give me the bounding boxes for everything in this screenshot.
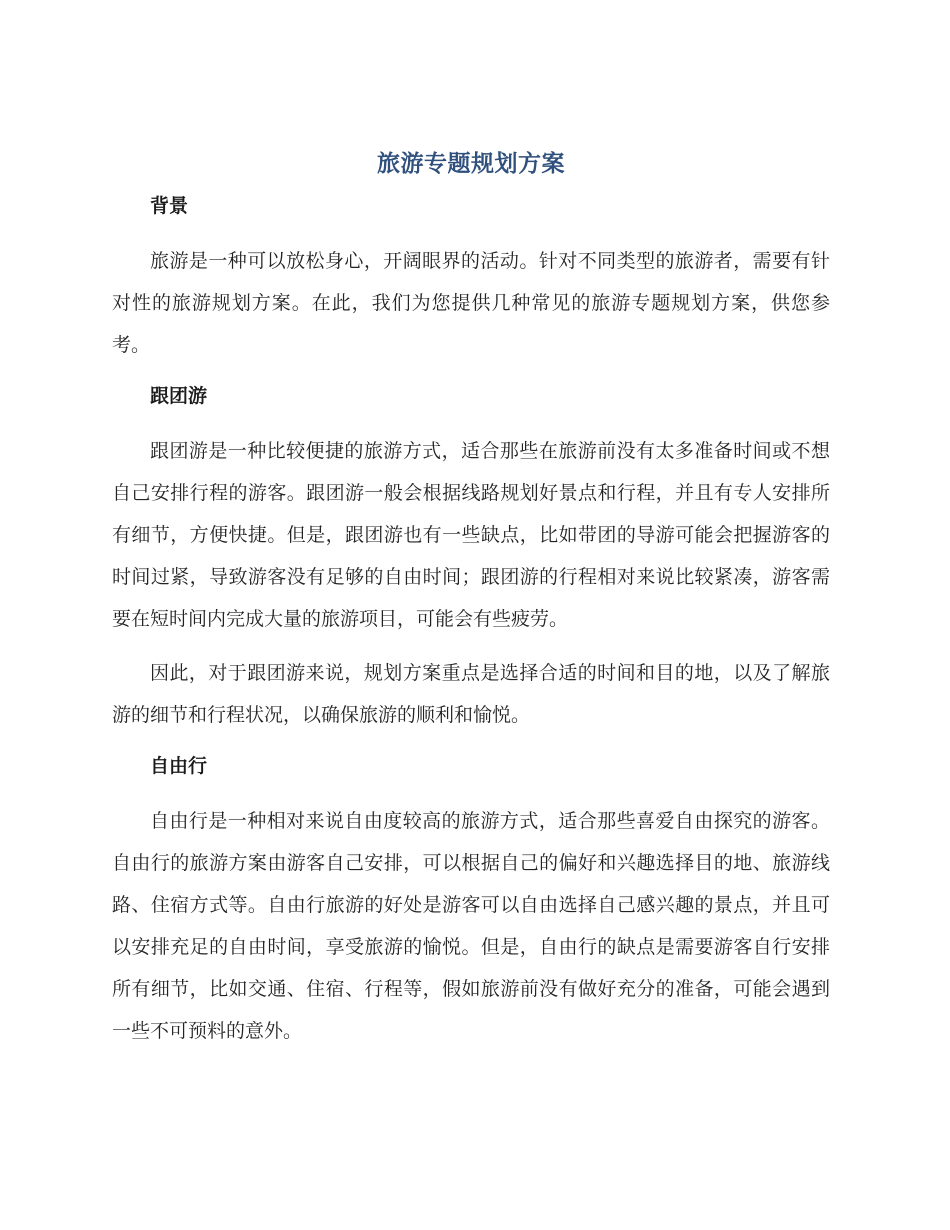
document-page — [112, 140, 830, 1052]
paragraph-group-tour-2: 因此，对于跟团游来说，规划方案重点是选择合适的时间和目的地，以及了解旅游的细节和行程状况，以确保旅游的顺利和愉悦。 — [112, 662, 830, 726]
section-heading-independent-travel: 自由行 — [150, 755, 208, 777]
paragraph-independent-travel: 自由行是一种相对来说自由度较高的旅游方式，适合那些喜爱自由探究的游客。自由行的旅游方案由游客自己安排，可以根据自己的偏好和兴趣选择目的地、旅游线路、住宿方式等。自由行旅游的好处是游客可以自由选择自己感兴趣的景点，并且可以安排充足的自由时间，享受旅游的愉悦。但是，自由行的缺点是需要游客自行安排所有细节，比如交通、住宿、行程等，假如旅游前没有做好充分的准备，可能会遇到一些不可预料的意外。 — [112, 810, 830, 1042]
section-heading-group-tour: 跟团游 — [150, 385, 208, 407]
document-title: 旅游专题规划方案 — [377, 151, 565, 177]
paragraph-background: 旅游是一种可以放松身心，开阔眼界的活动。针对不同类型的旅游者，需要有针对性的旅游规划方案。在此，我们为您提供几种常见的旅游专题规划方案，供您参考。 — [112, 250, 830, 356]
section-heading-background: 背景 — [150, 195, 189, 217]
paragraph-group-tour-1: 跟团游是一种比较便捷的旅游方式，适合那些在旅游前没有太多准备时间或不想自己安排行程的游客。跟团游一般会根据线路规划好景点和行程，并且有专人安排所有细节，方便快捷。但是，跟团游也有一些缺点，比如带团的导游可能会把握游客的时间过紧，导致游客没有足够的自由时间；跟团游的行程相对来说比较紧凑，游客需要在短时间内完成大量的旅游项目，可能会有些疲劳。 — [112, 440, 830, 630]
